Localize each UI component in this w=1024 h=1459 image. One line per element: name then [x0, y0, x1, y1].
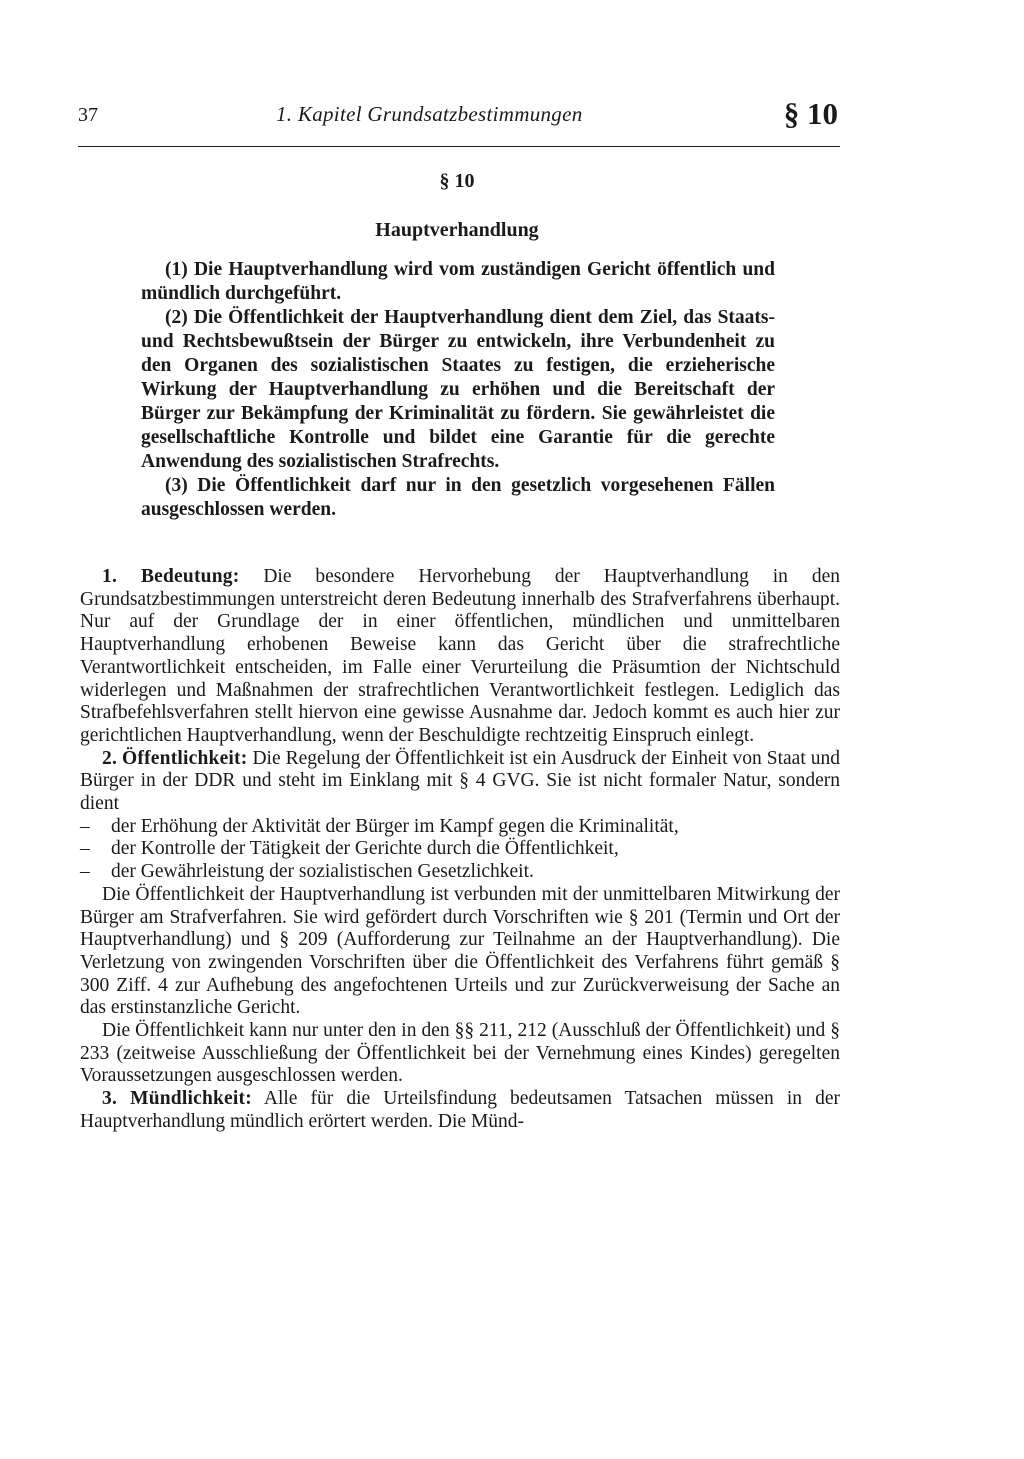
list-item: – der Gewährleistung der sozialistischen Gesetzlichkeit.	[80, 861, 534, 883]
list-item: – der Kontrolle der Tätigkeit der Gerichte durch die Öffentlichkeit,	[80, 838, 619, 860]
commentary	[80, 566, 840, 1134]
dash-bullet: –	[80, 838, 90, 860]
dash-bullet: –	[80, 815, 90, 837]
note-2-keyword: Öffentlichkeit:	[122, 747, 248, 769]
commentary-note-3	[80, 1088, 840, 1133]
header-rule	[78, 146, 840, 147]
section-number: § 10	[439, 170, 475, 192]
commentary-note-2	[80, 748, 840, 816]
dash-bullet: –	[80, 861, 90, 883]
statute-text	[141, 258, 775, 522]
statute-paragraph-2: (2) Die Öffentlichkeit der Hauptverhandlung dient dem Ziel, das Staats- und Rechtsbewußtsein der Bürger zu entwickeln, ihre Verbundenheit zu den Organen des sozialistischen Staates zu festigen, die erzieherische Wirkung der Hauptverhandlung zu erhöhen und die Bereitschaft der Bürger zur Bekämpfung der Kriminalität zu fördern. Sie gewährleistet die gesellschaftliche Kontrolle und bildet eine Garantie für die gerechte Anwendung des sozialistischen Strafrechts.	[141, 307, 775, 472]
page-number: 37	[78, 104, 98, 126]
note-2-number: 2.	[102, 747, 118, 769]
section-title: Hauptverhandlung	[375, 219, 539, 241]
chapter-title: 1. Kapitel Grundsatzbestimmungen	[276, 102, 583, 126]
commentary-note-2-paragraph-3: Die Öffentlichkeit kann nur unter den in den §§ 211, 212 (Ausschluß der Öffentlichkeit) und § 233 (zeitweise Ausschließung der Öffentlichkeit bei der Vernehmung eines Kindes) geregelten Voraussetzungen ausgeschlossen werden.	[80, 1020, 840, 1087]
header-section-marker: § 10	[783, 96, 838, 131]
commentary-note-1	[80, 566, 840, 748]
commentary-note-2-paragraph-2: Die Öffentlichkeit der Hauptverhandlung ist verbunden mit der unmittelbaren Mitwirkung der Bürger am Strafverfahren. Sie wird gefördert durch Vorschriften wie § 201 (Termin und Ort der Hauptverhandlung) und § 209 (Aufforderung zur Teilnahme an der Hauptverhandlung). Die Verletzung von zwingenden Vorschriften über die Öffentlichkeit des Verfahrens führt gemäß § 300 Ziff. 4 zur Aufhebung des angefochtenen Urteils und zur Zurückverweisung der Sache an das erstinstanzliche Gericht.	[80, 883, 840, 1019]
statute-paragraph-1: (1) Die Hauptverhandlung wird vom zuständigen Gericht öffentlich und mündlich durchgeführt.	[141, 259, 775, 304]
note-1-text: Die besondere Hervorhebung der Hauptverhandlung in den Grundsatzbestimmungen unterstreicht deren Bedeutung innerhalb des Strafverfahrens überhaupt. Nur auf der Grundlage der in einer öffentlichen, mündlichen und unmittelbaren Hauptverhandlung erhobenen Beweise kann das Gericht über die strafrechtliche Verantwortlichkeit entscheiden, im Falle einer Verurteilung die Präsumtion der Nichtschuld widerlegen und Maßnahmen der strafrechtlichen Verantwortlichkeit festlegen. Lediglich das Strafbefehlsverfahren stellt hiervon eine gewisse Ausnahme dar. Jedoch kommt es auch hier zur gerichtlichen Hauptverhandlung, wenn der Beschuldigte rechtzeitig Einspruch einlegt.	[80, 566, 841, 746]
statute-paragraph-3: (3) Die Öffentlichkeit darf nur in den gesetzlich vorgesehenen Fällen ausgeschlossen werden.	[141, 475, 775, 520]
running-header	[78, 96, 838, 140]
note-1-number: 1.	[102, 566, 118, 587]
note-2-text: Die Regelung der Öffentlichkeit ist ein Ausdruck der Einheit von Staat und Bürger in der DDR und steht im Einklang mit § 4 GVG. Sie ist nicht formaler Natur, sondern dient	[80, 747, 841, 815]
note-3-text: Alle für die Urteilsfindung bedeutsamen Tatsachen müssen in der Hauptverhandlung mündlich erörtert werden. Die Münd-	[80, 1088, 840, 1132]
note-3-keyword: Mündlichkeit:	[130, 1088, 252, 1110]
note-3-number: 3.	[102, 1088, 118, 1110]
purpose-list	[80, 816, 840, 884]
note-1-keyword: Bedeutung:	[140, 566, 240, 587]
list-item: – der Erhöhung der Aktivität der Bürger im Kampf gegen die Kriminalität,	[80, 815, 679, 837]
